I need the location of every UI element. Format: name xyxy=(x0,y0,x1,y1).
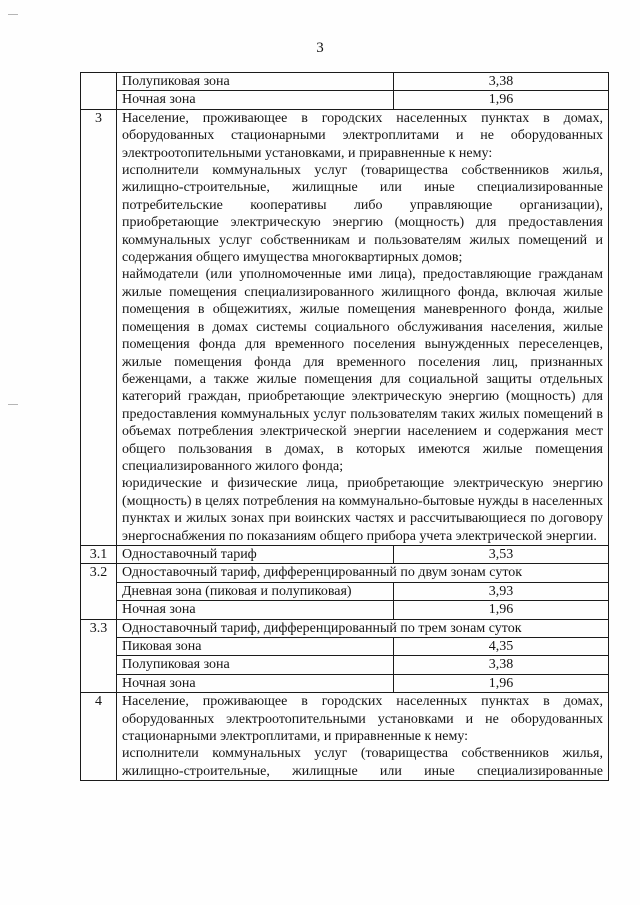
table-row xyxy=(81,601,609,619)
table-row xyxy=(81,619,609,637)
tariff-heading: Одноставочный тариф, дифференцированный по двум зонам суток xyxy=(117,564,609,582)
tariff-heading: Одноставочный тариф, дифференцированный по трем зонам суток xyxy=(117,619,609,637)
tariff-value: 1,96 xyxy=(394,601,609,619)
tariff-value: 1,96 xyxy=(394,674,609,692)
table-row xyxy=(81,564,609,582)
tariff-label: Одноставочный тариф xyxy=(117,545,394,563)
margin-mark xyxy=(8,404,18,405)
section-3-intro: Население, проживающее в городских населенных пунктах в домах, оборудованных стационарными электроплитами и не оборудованных электроотопительными установками, и приравненные к нему: xyxy=(122,110,603,161)
zone-label: Ночная зона xyxy=(117,601,394,619)
zone-label: Полупиковая зона xyxy=(117,73,394,91)
section-4-description xyxy=(117,693,609,781)
tariff-value: 3,93 xyxy=(394,582,609,600)
section-3-clause-landlords: наймодатели (или уполномоченные ими лица), предоставляющие гражданам жилые помещения специализированного жилищного фонда, включая жилые помещения в общежитиях, жилые помещения маневренного фонда, жилые помещения в домах системы социального обслуживания населения, жилые помещения фонда для временного поселения вынужденных переселенцев, жилые помещения фонда для временного поселения лиц, признанных беженцами, а также жилые помещения для социальной защиты отдельных категорий граждан, приобретающие электрическую энергию (мощность) для предоставления коммунальных услуг пользователям таких жилых помещений в объемах потребления электрической энергии населением и содержания мест общего пользования в домах, в которых имеются жилые помещения специализированного жилого фонда; xyxy=(122,267,603,474)
section-4-clause-utilities: исполнители коммунальных услуг (товарищества собственников жилья, жилищно-строительные, жилищные или иные специализированные xyxy=(122,746,603,779)
row-number: 3.1 xyxy=(81,545,117,563)
section-3-description xyxy=(117,109,609,545)
row-number: 3.2 xyxy=(81,564,117,619)
table-row xyxy=(81,91,609,109)
margin-mark xyxy=(8,14,18,15)
zone-label: Полупиковая зона xyxy=(117,656,394,674)
table-row xyxy=(81,73,609,91)
tariff-value: 3,38 xyxy=(394,656,609,674)
tariff-value: 3,53 xyxy=(394,545,609,563)
table-row xyxy=(81,674,609,692)
table-row-section-4 xyxy=(81,693,609,781)
row-number: 3.3 xyxy=(81,619,117,693)
row-number: 3 xyxy=(81,109,117,545)
tariff-value: 3,38 xyxy=(394,73,609,91)
page-number: 3 xyxy=(316,40,324,56)
table-row-section-3 xyxy=(81,109,609,545)
table-row xyxy=(81,656,609,674)
table-row xyxy=(81,638,609,656)
section-3-clause-utilities: исполнители коммунальных услуг (товарищества собственников жилья, жилищно-строительные, жилищные или иные специализированные потребительские кооперативы либо управляющие организации), приобретающие электрическую энергию (мощность) для предоставления коммунальных услуг собственникам и пользователям жилых помещений и содержания общего имущества многоквартирных домов; xyxy=(122,163,603,266)
zone-label: Дневная зона (пиковая и полупиковая) xyxy=(117,582,394,600)
row-number xyxy=(81,73,117,110)
table-row xyxy=(81,545,609,563)
section-3-clause-legal-entities: юридические и физические лица, приобретающие электрическую энергию (мощность) в целях потребления на коммунально-бытовые нужды в населенных пунктах и жилых зонах при воинских частях и рассчитывающиеся по договору энергоснабжения по показаниям общего прибора учета электрической энергии. xyxy=(122,476,603,544)
section-4-intro: Население, проживающее в городских населенных пунктах в домах, оборудованных электроотопительными установками и не оборудованных стационарными электроплитами, и приравненные к нему: xyxy=(122,694,603,745)
zone-label: Ночная зона xyxy=(117,674,394,692)
tariff-value: 1,96 xyxy=(394,91,609,109)
zone-label: Ночная зона xyxy=(117,91,394,109)
table-row xyxy=(81,582,609,600)
tariff-value: 4,35 xyxy=(394,638,609,656)
row-number: 4 xyxy=(81,693,117,781)
zone-label: Пиковая зона xyxy=(117,638,394,656)
tariff-table xyxy=(80,72,609,781)
